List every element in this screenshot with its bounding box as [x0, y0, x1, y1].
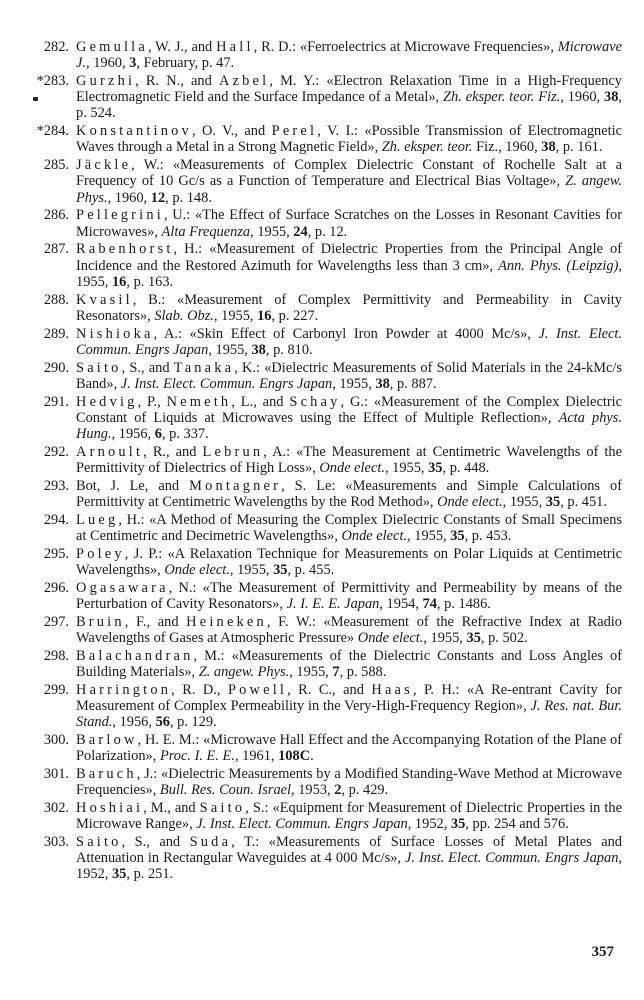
- citation-text: , P. H.: «A Re-entrant Cavity for Measurement of Complex Permeability in the Very-High-Frequency Region»,: [76, 681, 622, 715]
- reference-item: [30, 444, 622, 476]
- reference-item: [30, 326, 622, 358]
- reference-number: 299.: [43, 681, 69, 698]
- reference-text: [76, 580, 622, 612]
- citation-text: , A.: «Skin Effect of Carbonyl Iron Powder at 4000 Mc/s»,: [153, 325, 539, 342]
- reference-item: [30, 478, 622, 510]
- citation-text: , H. E. M.: «Microwave Hall Effect and the Accompanying Rotation of the Plane of Polarization»,: [76, 732, 622, 765]
- volume-number: 7: [332, 664, 340, 681]
- reference-number: 286.: [43, 207, 69, 224]
- author-surname: Jäckle: [76, 157, 132, 174]
- citation-text: , J.: «Dielectric Measurements by a Modified Standing-Wave Method at Microwave Frequencies»,: [76, 766, 622, 799]
- citation-text: , R. D.,: [171, 681, 228, 698]
- journal-title: Alta Frequenza: [161, 223, 251, 240]
- citation-text: , p. 810.: [265, 341, 313, 358]
- reference-text: [76, 648, 622, 680]
- journal-title: Onde elect.: [437, 494, 503, 511]
- citation-text: , H.: «Measurement of Dielectric Properties from the Principal Angle of Incidence and the Restored Azimuth for Wavelengths less than 3 cm»,: [76, 241, 622, 274]
- reference-text: [76, 478, 622, 510]
- citation-text: , W. J., and: [147, 39, 217, 55]
- volume-number: 108C: [278, 748, 311, 765]
- citation-text: , F. W.: «Measurement of the Refractive Index at Radio Wavelengths of Gases at Atmospheric Pressure»: [76, 613, 622, 647]
- reference-text: [76, 614, 622, 646]
- citation-text: .: [310, 748, 314, 765]
- author-surname: Konstantinov: [76, 123, 192, 140]
- reference-item: [30, 648, 622, 680]
- citation-text: , F., and: [124, 613, 187, 630]
- author-surname: Nemeth: [166, 393, 232, 410]
- reference-text: [76, 207, 622, 239]
- reference-text: [76, 512, 622, 544]
- citation-text: , R., and: [143, 443, 203, 460]
- citation-text: , p. 129.: [169, 714, 217, 731]
- journal-title: J. Inst. Elect. Commun. Engrs Japan: [76, 325, 622, 358]
- citation-text: , p. 455.: [287, 562, 335, 579]
- volume-number: 35: [111, 866, 127, 883]
- reference-item: [30, 157, 622, 206]
- author-surname: Rabenhorst: [76, 241, 174, 258]
- reference-number: 288.: [43, 291, 69, 308]
- journal-title: Onde elect.: [341, 528, 408, 545]
- reference-number: 291.: [43, 393, 69, 410]
- journal-title: J. Res. nat. Bur. Stand.: [76, 698, 622, 731]
- reference-text: [76, 123, 622, 155]
- citation-text: , p. 1486.: [436, 596, 491, 613]
- page-number: 357: [591, 944, 614, 960]
- author-surname: Hoshiai: [76, 800, 144, 817]
- reference-item: [30, 732, 622, 764]
- citation-text: , 1955,: [289, 664, 333, 681]
- reference-item: [30, 614, 622, 646]
- reference-text: [76, 394, 622, 443]
- author-surname: Pellegrini: [76, 207, 164, 224]
- reference-item: [30, 241, 622, 290]
- reference-text: [76, 360, 622, 392]
- author-surname: Saito: [199, 800, 246, 817]
- citation-text: , S. Le: «Measurements and Simple Calculations of Permittivity at Centimetric Wavelengths by the Rod Method»,: [76, 477, 622, 511]
- journal-title: J. Inst. Elect. Commun. Engrs Japan: [196, 816, 408, 833]
- citation-text: , 1955,: [229, 562, 274, 579]
- citation-text: , R. C., and: [287, 681, 372, 698]
- author-surname: Saito: [76, 834, 122, 851]
- author-surname: Montagner: [189, 477, 282, 494]
- citation-text: , W.: «Measurements of Complex Dielectric Constant of Rochelle Salt at a Frequency of 10 Gc/s as a Function of Temperature and Electrical Bias Voltage»,: [76, 157, 622, 190]
- volume-number: 16: [111, 273, 127, 290]
- reference-number: 290.: [43, 359, 69, 376]
- citation-text: , K.: «Dielectric Measurements of Solid Materials in the 24-kMc/s Band»,: [76, 359, 622, 392]
- reference-number: 293.: [43, 477, 69, 494]
- volume-number: 6: [154, 426, 162, 443]
- reference-item: [30, 512, 622, 544]
- citation-text: , 1960,: [560, 89, 605, 106]
- journal-title: Onde elect.: [164, 562, 230, 579]
- volume-number: 12: [150, 189, 166, 206]
- volume-number: 74: [422, 596, 437, 613]
- citation-text: , 1956,: [112, 714, 156, 731]
- journal-title: Zh. eksper. teor. Fiz.: [443, 89, 561, 106]
- author-surname: Schay: [289, 393, 341, 410]
- reference-item: [30, 834, 622, 883]
- journal-title: Proc. I. E. E.: [159, 748, 235, 765]
- reference-number: *284.: [36, 123, 69, 140]
- author-surname: Hall: [216, 39, 254, 55]
- citation-text: , 1960,: [107, 189, 151, 206]
- reference-item: [30, 394, 622, 443]
- citation-text: , p. 227.: [271, 307, 319, 324]
- reference-text: [76, 157, 622, 206]
- journal-title: J. Inst. Elect. Commun. Engrs Japan: [120, 375, 333, 392]
- volume-number: 38: [251, 341, 266, 358]
- reference-text: [76, 292, 622, 324]
- journal-title: Slab. Obz.: [154, 307, 214, 324]
- citation-text: , 1956,: [111, 426, 155, 443]
- journal-title: Onde elect.: [357, 630, 424, 647]
- reference-item: [30, 546, 622, 578]
- author-surname: Perel: [271, 123, 318, 140]
- citation-text: , 1955,: [213, 307, 258, 324]
- citation-text: , 1955,: [332, 375, 376, 392]
- citation-text: , P.,: [137, 393, 167, 410]
- volume-number: 38: [541, 139, 556, 156]
- journal-title: J. I. E. E. Japan: [286, 596, 380, 613]
- author-surname: Suda: [189, 834, 232, 851]
- author-surname: Lebrun: [202, 443, 264, 460]
- citation-text: , T.: «Measurements of Surface Losses of Metal Plates and Attenuation in Rectangular Waveguides at 4 000 Mc/s»,: [76, 834, 622, 867]
- citation-text: , p. 429.: [341, 782, 389, 799]
- citation-text: , p. 453.: [464, 528, 512, 545]
- author-surname: Gemulla: [76, 39, 148, 55]
- volume-number: 56: [155, 714, 170, 731]
- reference-item: [30, 123, 622, 155]
- citation-text: , M., and: [143, 800, 200, 817]
- citation-text: , O. V., and: [191, 123, 272, 140]
- reference-number: 295.: [43, 545, 69, 562]
- author-surname: Baruch: [76, 766, 137, 783]
- reference-item: [30, 39, 622, 71]
- citation-text: , N.: «The Measurement of Permittivity and Permeability by means of the Perturbation of Cavity Resonators»,: [76, 579, 622, 613]
- reference-text: [76, 73, 622, 122]
- reference-text: [76, 241, 622, 290]
- author-surname: Arnoult: [76, 443, 144, 460]
- journal-title: Microwave J.: [76, 39, 622, 72]
- reference-item: [30, 800, 622, 832]
- author-surname: Gurzhi: [76, 73, 136, 89]
- reference-item: [30, 682, 622, 731]
- journal-title: Z. angew. Phys.: [198, 664, 290, 681]
- volume-number: 3: [129, 55, 137, 72]
- citation-text: , p. 887.: [389, 375, 437, 392]
- citation-text: , 1955,: [208, 341, 252, 358]
- margin-mark: [33, 97, 38, 101]
- citation-text: , G.: «Measurement of the Complex Dielectric Constant of Liquids at Microwaves using the Effect of Multiple Reflection»,: [76, 393, 623, 426]
- reference-number: 285.: [43, 157, 69, 174]
- reference-text: [76, 732, 622, 764]
- citation-text: , 1953,: [291, 782, 335, 799]
- reference-text: [76, 39, 622, 71]
- reference-number: 303.: [43, 834, 69, 851]
- journal-title: Zh. eksper. teor.: [381, 139, 473, 156]
- citation-text: , p. 448.: [442, 460, 490, 477]
- reference-item: [30, 580, 622, 612]
- volume-number: 38: [375, 375, 390, 392]
- citation-text: Bot, J. Le, and: [76, 477, 190, 494]
- author-surname: Tanaka: [173, 359, 235, 376]
- citation-text: , p. 588.: [339, 664, 387, 681]
- reference-number: 287.: [43, 241, 69, 258]
- reference-text: [76, 444, 622, 476]
- citation-text: , 1960,: [86, 55, 130, 72]
- volume-number: 35: [545, 494, 561, 511]
- citation-text: , p. 251.: [126, 866, 174, 883]
- volume-number: 2: [334, 782, 342, 799]
- citation-text: , S.: «Equipment for Measurement of Dielectric Properties in the Microwave Range»,: [76, 800, 622, 833]
- volume-number: 35: [428, 460, 443, 477]
- reference-text: [76, 834, 622, 883]
- citation-text: , 1955,: [384, 460, 429, 477]
- reference-number: 297.: [43, 613, 69, 630]
- volume-number: 16: [257, 307, 272, 324]
- citation-text: , R. N., and: [135, 73, 219, 89]
- author-surname: Haas: [371, 681, 413, 698]
- journal-title: Onde elect.: [319, 460, 385, 477]
- reference-number: 292.: [43, 443, 69, 460]
- reference-list: [30, 39, 622, 884]
- citation-text: , U.: «The Effect of Surface Scratches on the Losses in Resonant Cavities for Microwaves»,: [76, 207, 622, 240]
- reference-text: [76, 682, 622, 731]
- author-surname: Kvasil: [76, 291, 133, 308]
- volume-number: 35: [450, 816, 466, 833]
- reference-number: 282.: [43, 39, 69, 55]
- reference-number: 298.: [43, 647, 69, 664]
- citation-text: , 1955,: [76, 257, 622, 290]
- volume-number: 35: [450, 528, 465, 545]
- reference-item: [30, 360, 622, 392]
- citation-text: , 1955,: [250, 223, 294, 240]
- citation-text: , M.: «Measurements of the Dielectric Constants and Loss Angles of Building Materials»,: [76, 647, 622, 681]
- journal-title: Bull. Res. Coun. Israel: [159, 782, 292, 799]
- reference-number: 301.: [43, 766, 69, 783]
- author-surname: Lueg: [76, 511, 119, 528]
- reference-item: [30, 73, 622, 122]
- reference-number: 289.: [43, 325, 69, 342]
- reference-number: 300.: [43, 732, 69, 749]
- volume-number: 35: [466, 630, 481, 647]
- author-surname: Heineken: [186, 613, 267, 630]
- author-surname: Powell: [227, 681, 288, 698]
- citation-text: , R. D.: «Ferroelectrics at Microwave Frequencies»,: [253, 39, 558, 55]
- author-surname: Barlow: [76, 732, 138, 749]
- citation-text: , 1954,: [379, 596, 423, 613]
- citation-text: , L., and: [231, 393, 290, 410]
- author-surname: Ogasawara: [76, 579, 169, 596]
- citation-text: , p. 502.: [480, 630, 528, 647]
- citation-text: , 1961,: [234, 748, 279, 765]
- citation-text: , pp. 254 and 576.: [465, 816, 569, 833]
- citation-text: , A.: «The Measurement at Centimetric Wavelengths of the Permittivity of Dielectrics of High Loss»,: [76, 443, 622, 477]
- journal-title: J. Inst. Elect. Commun. Engrs Japan: [405, 850, 619, 867]
- reference-number: 302.: [43, 800, 69, 817]
- citation-text: , p. 451.: [560, 494, 607, 511]
- citation-text: , 1955,: [407, 528, 451, 545]
- citation-text: , B.: «Measurement of Complex Permittivity and Permeability in Cavity Resonators»,: [76, 291, 622, 324]
- citation-text: Fiz., 1960,: [472, 139, 542, 156]
- reference-number: 294.: [43, 511, 69, 528]
- citation-text: , p. 161.: [555, 139, 603, 156]
- author-surname: Balachandran: [76, 647, 194, 664]
- citation-text: , S., and: [121, 834, 190, 851]
- reference-item: [30, 207, 622, 239]
- citation-text: , p. 12.: [307, 223, 348, 240]
- citation-text: , V. I.: «Possible Transmission of Electromagnetic Waves through a Metal in a Strong Magnetic Field»,: [76, 123, 622, 156]
- author-surname: Nishioka: [76, 325, 154, 342]
- journal-title: Acta phys. Hung.: [76, 409, 622, 443]
- reference-text: [76, 546, 622, 578]
- citation-text: , p. 163.: [126, 273, 174, 290]
- author-surname: Poley: [76, 545, 125, 562]
- citation-text: , J. P.: «A Relaxation Technique for Measurements on Polar Liquids at Centimetric Wavelengths»,: [76, 545, 622, 579]
- author-surname: Harrington: [76, 681, 172, 698]
- journal-title: Z. angew. Phys.: [76, 173, 622, 206]
- reference-item: [30, 766, 622, 798]
- citation-text: , M. Y.: «Electron Relaxation Time in a High-Frequency Electromagnetic Field and the Surface Impedance of a Metal»,: [76, 73, 622, 106]
- citation-text: , February, p. 47.: [136, 55, 235, 72]
- reference-text: [76, 766, 622, 798]
- author-surname: Hedvig: [76, 393, 138, 410]
- citation-text: , H.: «A Method of Measuring the Complex Dielectric Constants of Small Specimens at Centimetric and Decimetric Wavelengths»,: [76, 511, 622, 545]
- volume-number: 35: [273, 562, 288, 579]
- citation-text: , p. 148.: [165, 189, 212, 206]
- citation-text: , p. 524.: [76, 89, 623, 122]
- reference-item: [30, 292, 622, 324]
- citation-text: , S., and: [121, 359, 174, 376]
- reference-text: [76, 326, 622, 358]
- citation-text: , p. 337.: [161, 426, 209, 443]
- citation-text: , 1955,: [423, 630, 467, 647]
- reference-text: [76, 800, 622, 832]
- reference-number: *283.: [36, 73, 69, 89]
- reference-number: 296.: [43, 579, 69, 596]
- citation-text: , 1952,: [407, 816, 451, 833]
- citation-text: , 1952,: [76, 850, 623, 883]
- citation-text: , 1955,: [502, 494, 546, 511]
- author-surname: Saito: [76, 359, 122, 376]
- journal-title: Ann. Phys. (Leipzig): [498, 257, 619, 274]
- author-surname: Bruin: [76, 613, 125, 630]
- author-surname: Azbel: [218, 73, 270, 89]
- volume-number: 38: [604, 89, 619, 106]
- volume-number: 24: [293, 223, 308, 240]
